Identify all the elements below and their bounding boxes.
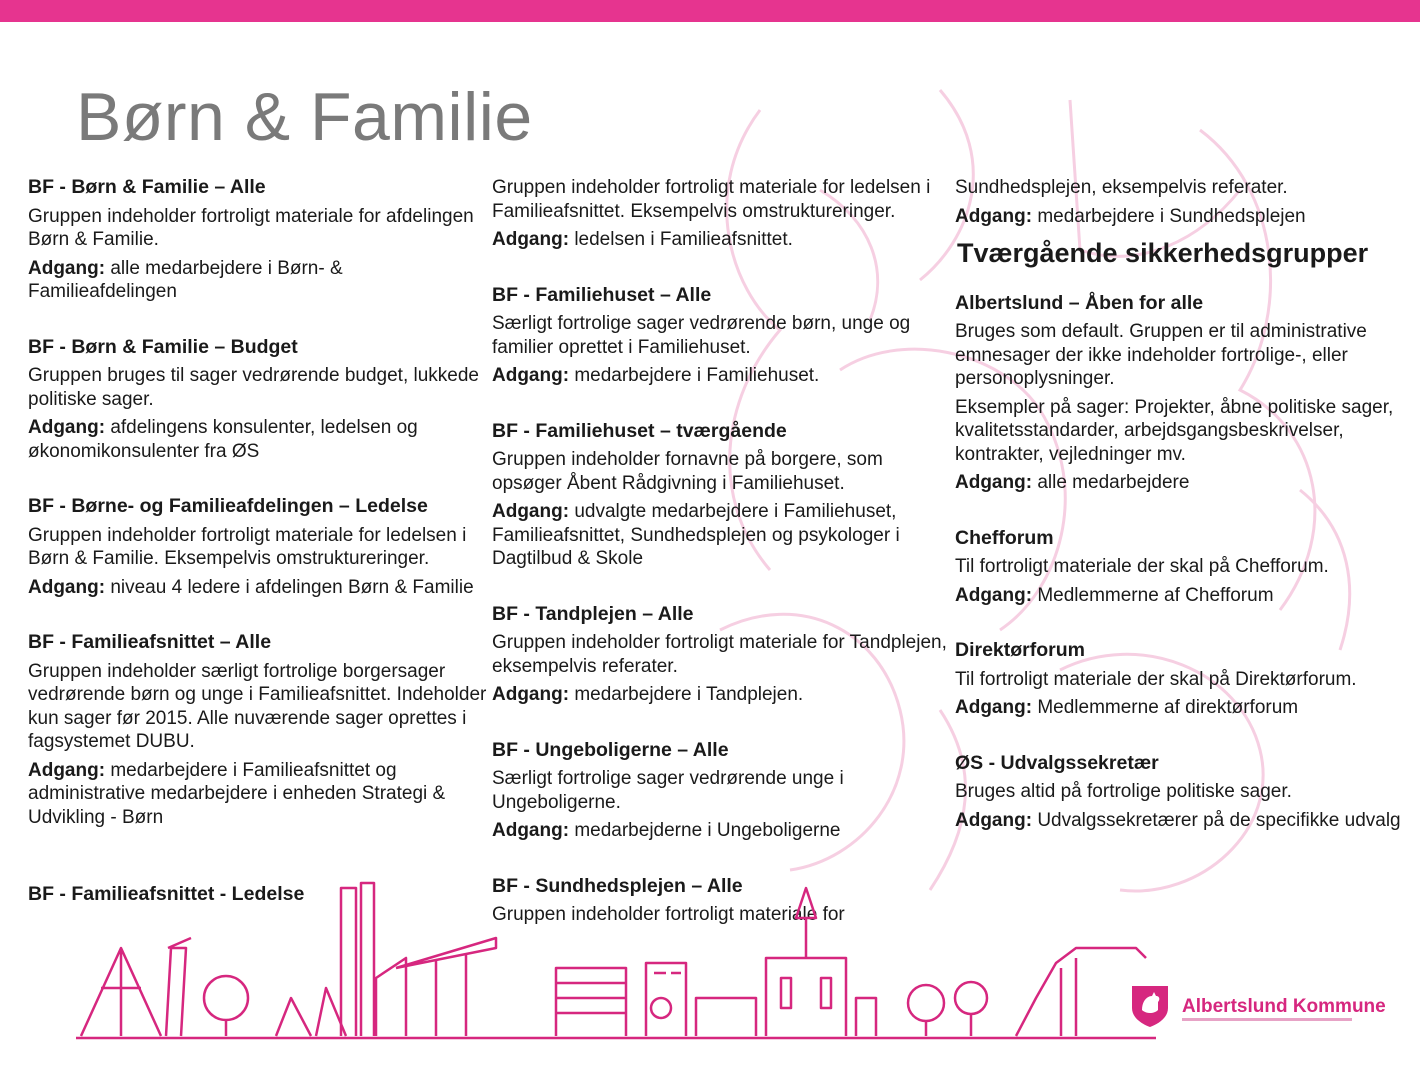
group-access: [955, 471, 1415, 495]
group-bf-tandplejen-alle: [492, 603, 950, 707]
access-text: medarbejdere i Familiehuset.: [569, 365, 820, 386]
group-description: Gruppen indeholder fortroligt materiale for ledelsen i Børn & Familie. Eksempelvis omstruktureringer.: [28, 524, 467, 569]
group-access: [28, 416, 490, 463]
group-access: [955, 205, 1415, 229]
group-access: [28, 576, 490, 600]
access-text: medarbejderne i Ungeboligerne: [569, 820, 841, 841]
group-description: Særligt fortrolige sager vedrørende unge i Ungeboligerne.: [492, 768, 844, 813]
group-bf-born-familie-alle: [28, 176, 490, 304]
group-description: Gruppen indeholder fortroligt materiale for: [492, 904, 845, 925]
access-text: ledelsen i Familieafsnittet.: [569, 229, 793, 250]
rooster-shield-icon: [1130, 984, 1170, 1028]
access-text: udvalgte medarbejdere i Familiehuset, Familieafsnittet, Sundhedsplejen og psykologer i Dagtilbud & Skole: [492, 501, 900, 569]
group-chefforum: [955, 527, 1415, 608]
access-label: Adgang:: [492, 684, 570, 705]
page-title: Børn & Familie: [76, 79, 533, 155]
group-access: [492, 228, 950, 252]
group-title: BF - Tandplejen – Alle: [492, 602, 694, 625]
access-text: Medlemmerne af Chefforum: [1032, 584, 1274, 606]
group-description: Gruppen indeholder fortroligt materiale for afdelingen Børn & Familie.: [28, 205, 474, 250]
group-description: Gruppen indeholder fortroligt materiale for Tandplejen, eksempelvis referater.: [492, 632, 947, 677]
group-access: [492, 683, 950, 707]
access-text: niveau 4 ledere i afdelingen Børn & Familie: [105, 576, 474, 598]
group-examples: Eksempler på sager: Projekter, åbne politiske sager, kvalitetsstandarder, arbejdsgangsbeskrivelser, kontrakter, vejledninger mv.: [955, 396, 1394, 465]
group-description: Gruppen indeholder fornavne på borgere, som opsøger Åbent Rådgivning i Familiehuset.: [492, 449, 883, 494]
access-label: Adgang:: [28, 417, 106, 438]
top-accent-bar: [0, 0, 1420, 22]
group-bf-familiehuset-alle: [492, 284, 950, 388]
access-label: Adgang:: [28, 257, 106, 279]
group-access: [28, 759, 490, 830]
group-description: Sundhedsplejen, eksempelvis referater.: [955, 177, 1288, 198]
access-label: Adgang:: [28, 759, 106, 781]
access-label: Adgang:: [955, 697, 1033, 718]
access-label: Adgang:: [492, 365, 570, 386]
access-text: medarbejdere i Familieafsnittet og administrative medarbejdere i enheden Strategi & Udvikling - Børn: [28, 759, 446, 828]
group-title: BF - Familieafsnittet - Ledelse: [28, 883, 305, 905]
group-title: BF - Sundhedsplejen – Alle: [492, 874, 743, 897]
group-description: Gruppen bruges til sager vedrørende budget, lukkede politiske sager.: [28, 365, 479, 410]
group-title: BF - Familiehuset – Alle: [492, 283, 712, 306]
access-label: Adgang:: [492, 501, 570, 522]
access-label: Adgang:: [955, 472, 1033, 493]
group-familieafsnittet-ledelse-continued: [492, 176, 950, 252]
group-bf-ungeboligerne-alle: [492, 739, 950, 843]
access-text: alle medarbejdere: [1032, 472, 1190, 493]
group-title: Albertslund – Åben for alle: [955, 291, 1204, 314]
column-right: [955, 176, 1415, 832]
access-text: Udvalgssekretærer på de specifikke udvalg: [1032, 809, 1401, 831]
group-description: Til fortroligt materiale der skal på Direktørforum.: [955, 668, 1357, 690]
group-title: ØS - Udvalgssekretær: [955, 751, 1159, 774]
group-access: [492, 819, 950, 843]
group-title: BF - Familieafsnittet – Alle: [28, 631, 272, 653]
albertslund-logo: [1130, 984, 1390, 1034]
group-description: Særligt fortrolige sager vedrørende børn, unge og familier oprettet i Familiehuset.: [492, 313, 911, 358]
group-access: [955, 584, 1415, 608]
access-label: Adgang:: [955, 584, 1033, 606]
group-direktorforum: [955, 639, 1415, 720]
group-title: BF - Børn & Familie – Alle: [28, 176, 266, 198]
access-label: Adgang:: [28, 576, 106, 598]
group-description: Bruges som default. Gruppen er til administrative emnesager der ikke indeholder fortrolige-, eller personoplysninger.: [955, 321, 1367, 389]
access-text: afdelingens konsulenter, ledelsen og økonomikonsulenter fra ØS: [28, 417, 418, 462]
access-text: Medlemmerne af direktørforum: [1032, 697, 1299, 718]
group-bf-familieafsnittet-alle: [28, 631, 490, 829]
logo-tagline-bar: [1182, 1018, 1352, 1021]
group-description: Gruppen indeholder særligt fortrolige borgersager vedrørende børn og unge i Familieafsnittet. Indeholder kun sager før 2015. Alle nuværende sager oprettes i fagsystemet DUBU.: [28, 660, 487, 752]
city-skyline-illustration: [76, 878, 1156, 1048]
group-description: Til fortroligt materiale der skal på Chefforum.: [955, 556, 1329, 577]
access-text: medarbejdere i Sundhedsplejen: [1032, 205, 1306, 227]
group-os-udvalgssekretaer: [955, 752, 1415, 833]
group-access: [28, 257, 490, 304]
group-albertslund-aaben-for-alle: [955, 292, 1415, 495]
column-middle: [492, 176, 950, 927]
group-description: Gruppen indeholder fortroligt materiale for ledelsen i Familieafsnittet. Eksempelvis omstruktureringer.: [492, 177, 931, 222]
group-bf-born-familie-budget: [28, 336, 490, 464]
group-sundhedsplejen-continued: [955, 176, 1415, 228]
access-label: Adgang:: [955, 205, 1033, 227]
access-label: Adgang:: [492, 820, 570, 841]
group-title: Direktørforum: [955, 639, 1086, 661]
group-title: BF - Børn & Familie – Budget: [28, 335, 298, 358]
column-left: [28, 176, 490, 912]
group-bf-familiehuset-tvaergaaende: [492, 420, 950, 571]
group-title: Chefforum: [955, 526, 1054, 549]
group-title: BF - Børne- og Familieafdelingen – Ledelse: [28, 495, 428, 517]
access-label: Adgang:: [492, 229, 570, 250]
group-description: Bruges altid på fortrolige politiske sager.: [955, 781, 1292, 802]
group-access: [955, 809, 1415, 833]
group-title: BF - Familiehuset – tværgående: [492, 419, 787, 442]
access-text: medarbejdere i Tandplejen.: [569, 684, 804, 705]
group-title: BF - Ungeboligerne – Alle: [492, 738, 729, 761]
group-access: [955, 696, 1415, 720]
access-label: Adgang:: [955, 809, 1033, 831]
section-heading-cross-groups: Tværgående sikkerhedsgrupper: [957, 238, 1369, 268]
group-access: [492, 364, 950, 388]
group-bf-borne-familieafdelingen-ledelse: [28, 495, 490, 599]
group-access: [492, 500, 950, 571]
logo-text: Albertslund Kommune: [1182, 996, 1386, 1017]
access-text: alle medarbejdere i Børn- & Familieafdelingen: [28, 257, 343, 302]
